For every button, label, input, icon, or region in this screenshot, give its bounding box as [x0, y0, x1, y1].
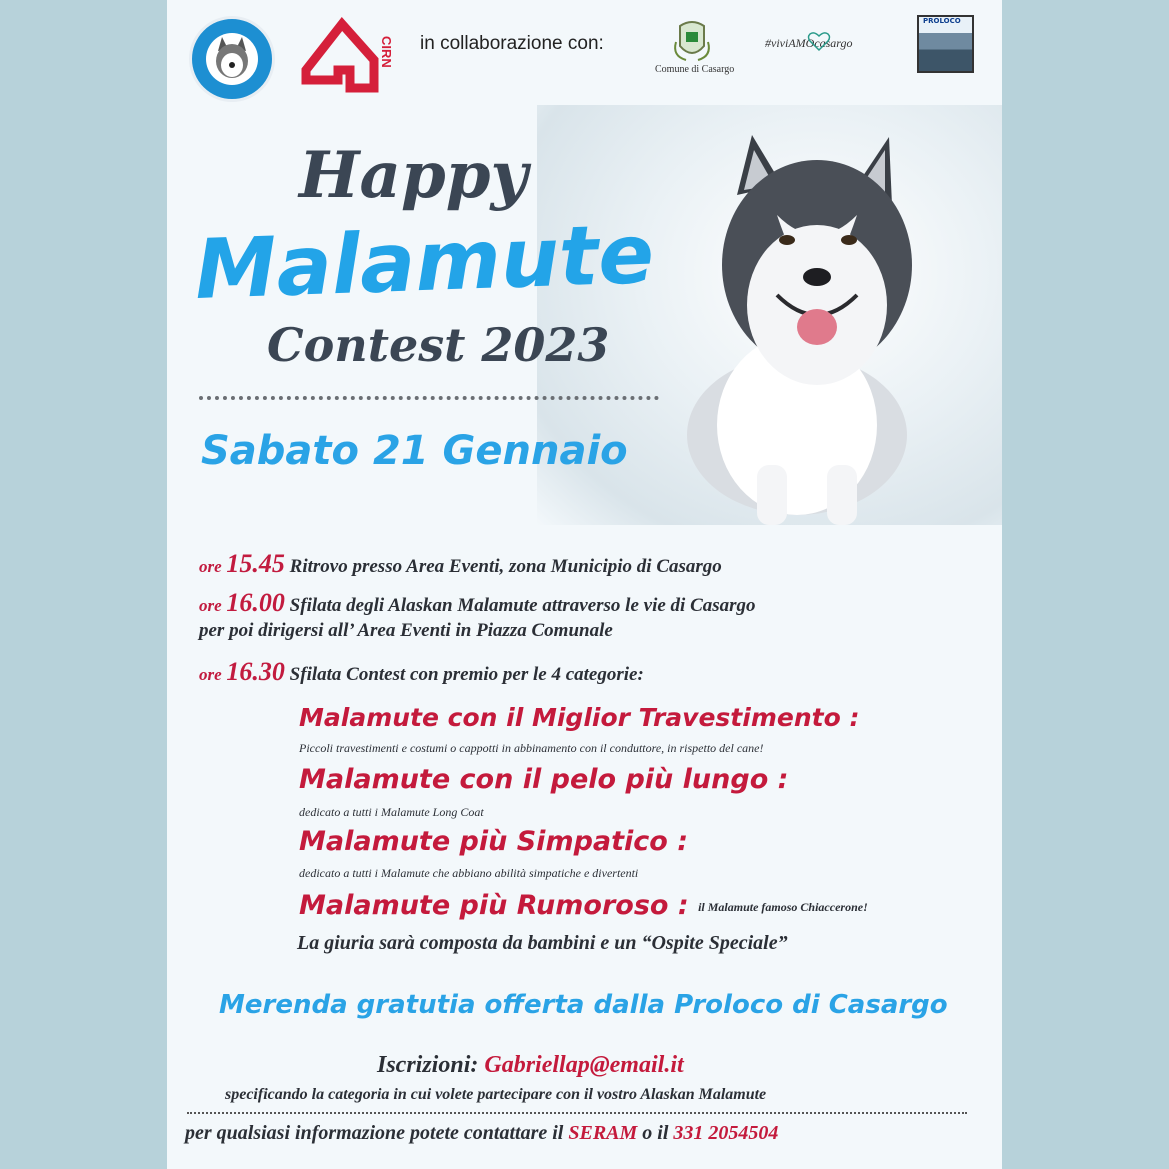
category-name: Malamute più Rumoroso: [299, 890, 669, 921]
snack-announcement: Merenda gratutia offerta dalla Proloco di Casargo: [219, 990, 948, 1020]
dotted-divider: [187, 1112, 967, 1114]
title-malamute: Malamute: [193, 207, 656, 318]
registration-email: Gabriellap@email.it: [484, 1052, 684, 1078]
category-title: [299, 703, 859, 732]
category-name: Malamute con il pelo più lungo: [299, 764, 769, 795]
cirn-label: CIRN: [379, 36, 394, 68]
category-title: [299, 826, 688, 857]
cirn-logo: [302, 16, 392, 98]
dotted-divider: [199, 396, 659, 400]
category-note: Piccoli travestimenti e costumi o cappotti in abbinamento con il conduttore, in rispetto del cane!: [299, 741, 764, 755]
registration-line: [377, 1052, 684, 1079]
event-date: Sabato 21 Gennaio: [201, 428, 628, 474]
jury-statement: La giuria sarà composta da bambini e un “Ospite Speciale”: [297, 932, 788, 954]
category-note: dedicato a tutti i Malamute Long Coat: [299, 805, 484, 819]
vivi-label: #viviAMOcasargo: [765, 36, 853, 50]
ore-label: ore: [199, 596, 222, 615]
schedule-item-1: [199, 549, 722, 579]
contact-phone: 331 2054504: [673, 1122, 779, 1144]
category-separator: :: [677, 826, 689, 857]
contact-info: [185, 1122, 778, 1145]
category-title: [299, 890, 868, 921]
schedule-item-2-continued: per poi dirigersi all’ Area Eventi in Piazza Comunale: [199, 620, 613, 641]
proloco-label: PROLOCO: [923, 17, 961, 25]
category-note: dedicato a tutti i Malamute che abbiano abilità simpatiche e divertenti: [299, 866, 639, 880]
heart-icon: [807, 30, 831, 52]
comune-label: Comune di Casargo: [655, 64, 735, 75]
alaskan-malamute-club-logo: [189, 16, 275, 102]
schedule-item-2: [199, 588, 756, 618]
registration-label: Iscrizioni:: [377, 1052, 479, 1078]
category-title: [299, 764, 788, 795]
category-separator: :: [777, 764, 789, 795]
contact-org: SERAM: [568, 1122, 638, 1144]
event-poster: [167, 0, 1002, 1169]
ore-label: ore: [199, 557, 222, 576]
schedule-text: Sfilata degli Alaskan Malamute attraverso le vie di Casargo: [289, 595, 756, 616]
contact-or: o il: [642, 1122, 669, 1144]
category-name: Malamute più Simpatico: [299, 826, 668, 857]
title-happy: Happy: [299, 138, 528, 213]
schedule-time: 16.00: [226, 588, 285, 617]
collaboration-label: in collaborazione con:: [420, 33, 604, 54]
category-separator: :: [677, 890, 689, 921]
husky-face-icon: [206, 33, 258, 85]
comune-crest-icon: [672, 16, 712, 64]
registration-instructions: specificando la categoria in cui volete partecipare con il vostro Alaskan Malamute: [225, 1086, 767, 1103]
schedule-text: Ritrovo presso Area Eventi, zona Municipio di Casargo: [289, 556, 722, 577]
ore-label: ore: [199, 665, 222, 684]
title-contest: Contest 2023: [267, 318, 610, 372]
schedule-item-3: [199, 657, 644, 687]
category-separator: :: [849, 703, 860, 732]
contact-text: per qualsiasi informazione potete contattare il: [185, 1122, 564, 1144]
category-name: Malamute con il Miglior Travestimento: [299, 703, 841, 732]
category-note: il Malamute famoso Chiaccerone!: [698, 900, 868, 914]
schedule-text: Sfilata Contest con premio per le 4 categorie:: [289, 664, 644, 685]
schedule-time: 15.45: [226, 549, 285, 578]
schedule-time: 16.30: [226, 657, 285, 686]
